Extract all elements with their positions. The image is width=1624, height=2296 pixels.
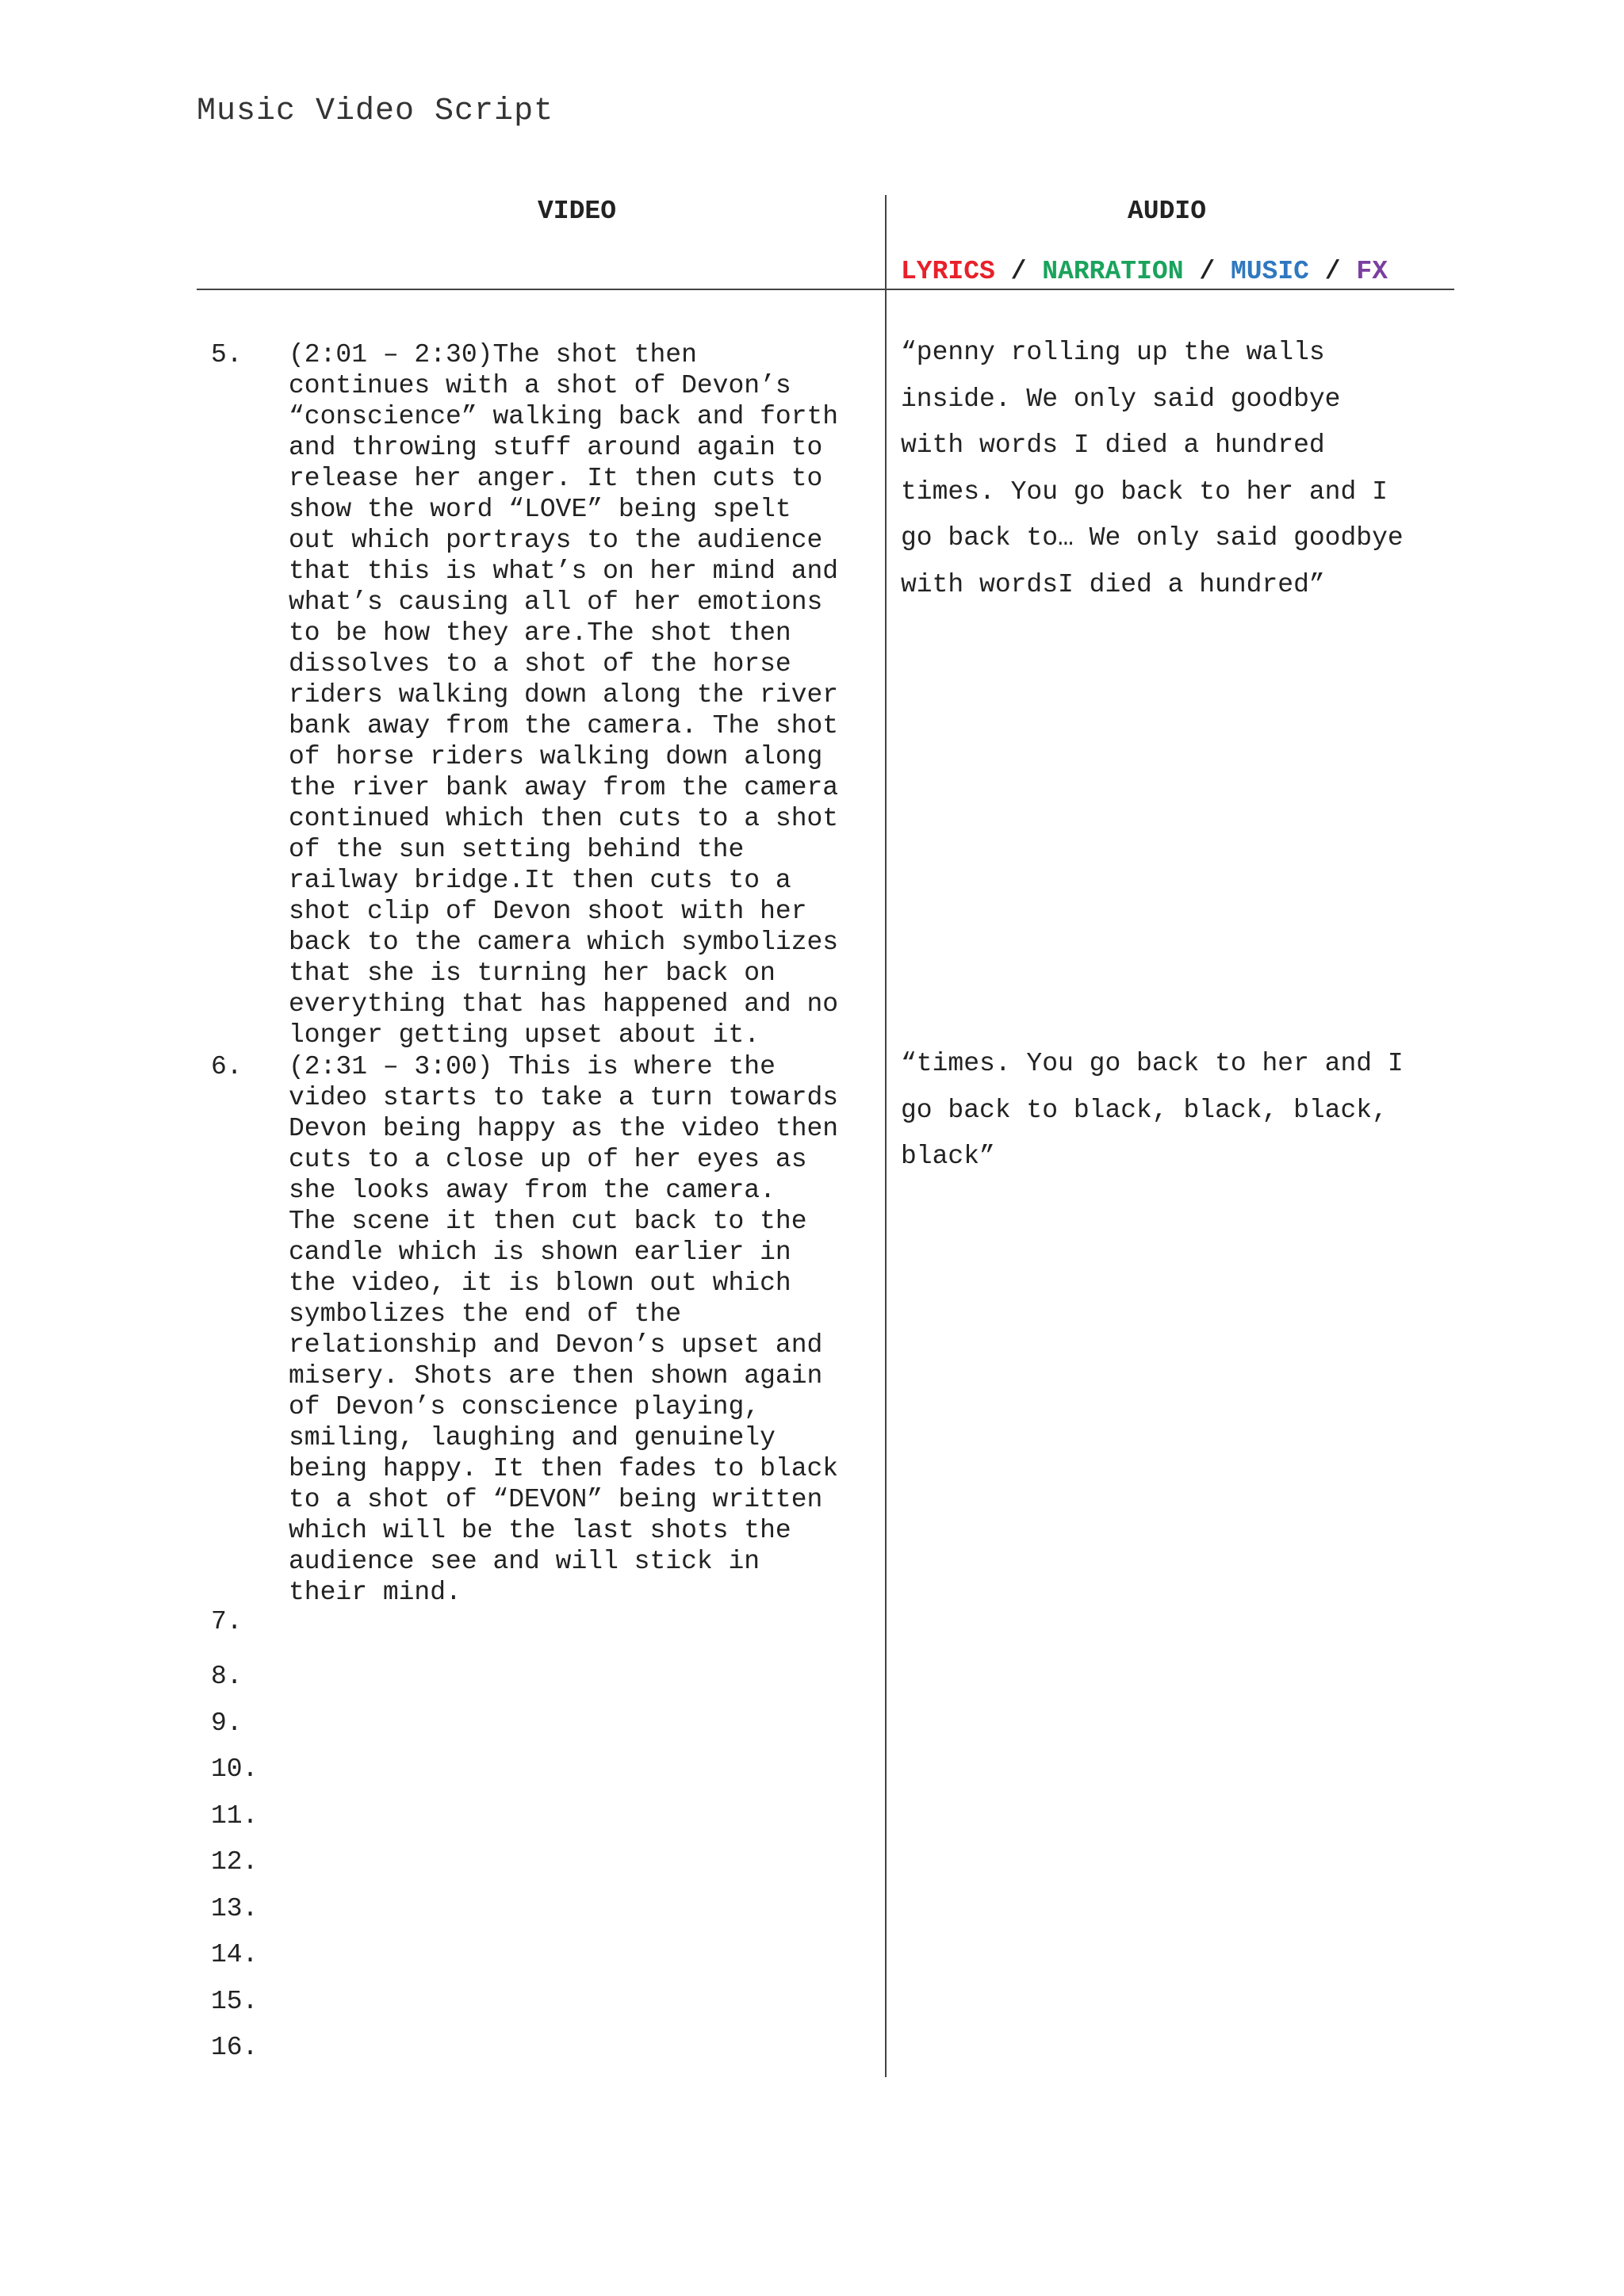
page-title: Music Video Script (197, 94, 554, 129)
shot-audio-lyrics: “penny rolling up the walls inside. We only said goodbye with words I died a hundred times. You go back to her and I go back to… We only said goodbye with wordsI died a hundred” (901, 338, 1404, 599)
shot-row (211, 1051, 861, 1608)
shot-audio-lyrics: “times. You go back to her and I go back to black, black, black, black” (901, 1049, 1404, 1171)
audio-legend (901, 257, 1388, 286)
legend-lyrics: LYRICS (901, 257, 995, 286)
column-divider (885, 195, 887, 2077)
legend-separator: / (1010, 257, 1027, 286)
empty-row-number: 12. (211, 1847, 259, 1877)
empty-row-number: 15. (211, 1987, 259, 2016)
empty-row-number: 7. (211, 1607, 243, 1636)
shot-number: 6. (211, 1052, 243, 1081)
header-divider (197, 289, 1454, 290)
shot-row (211, 339, 861, 1050)
empty-row-number: 9. (211, 1709, 243, 1738)
shot-number: 5. (211, 340, 243, 369)
shot-video-description: (2:01 – 2:30)The shot then continues with a shot of Devon’s “conscience” walking back and forth and throwing stuff around again to release her anger. It then cuts to show the word “LOVE” being spelt out which portrays to the audience that this is what’s on her mind and what’s causing all of her emotions to be how they are.The shot then dissolves to a shot of the horse riders walking down along the river bank away from the camera. The shot of horse riders walking down along the river bank away from the camera continued which then cuts to a shot of the sun setting behind the railway bridge.It then cuts to a shot clip of Devon shoot with her back to the camera which symbolizes that she is turning her back on everything that has happened and no longer getting upset about it. (289, 340, 839, 1050)
audio-column-header: AUDIO (1128, 197, 1207, 226)
empty-row-number: 14. (211, 1940, 259, 1969)
legend-separator: / (1199, 257, 1216, 286)
legend-music: MUSIC (1230, 257, 1309, 286)
empty-row-number: 16. (211, 2033, 259, 2062)
legend-separator: / (1324, 257, 1341, 286)
empty-row-number: 8. (211, 1662, 243, 1691)
video-column-header: VIDEO (538, 197, 617, 226)
shot-video-description: (2:31 – 3:00) This is where the video starts to take a turn towards Devon being happy as the video then cuts to a close up of her eyes as she looks away from the camera. The scene it then cut back to the candle which is shown earlier in the video, it is blown out which symbolizes the end of the relationship and Devon’s upset and misery. Shots are then shown again of Devon’s conscience playing, smiling, laughing and genuinely being happy. It then fades to black to a shot of “DEVON” being written which will be the last shots the audience see and will stick in their mind. (289, 1052, 839, 1607)
empty-row-number: 13. (211, 1894, 259, 1923)
legend-fx: FX (1356, 257, 1388, 286)
empty-row-number: 10. (211, 1755, 259, 1784)
empty-row-number: 11. (211, 1801, 259, 1831)
legend-narration: NARRATION (1042, 257, 1184, 286)
